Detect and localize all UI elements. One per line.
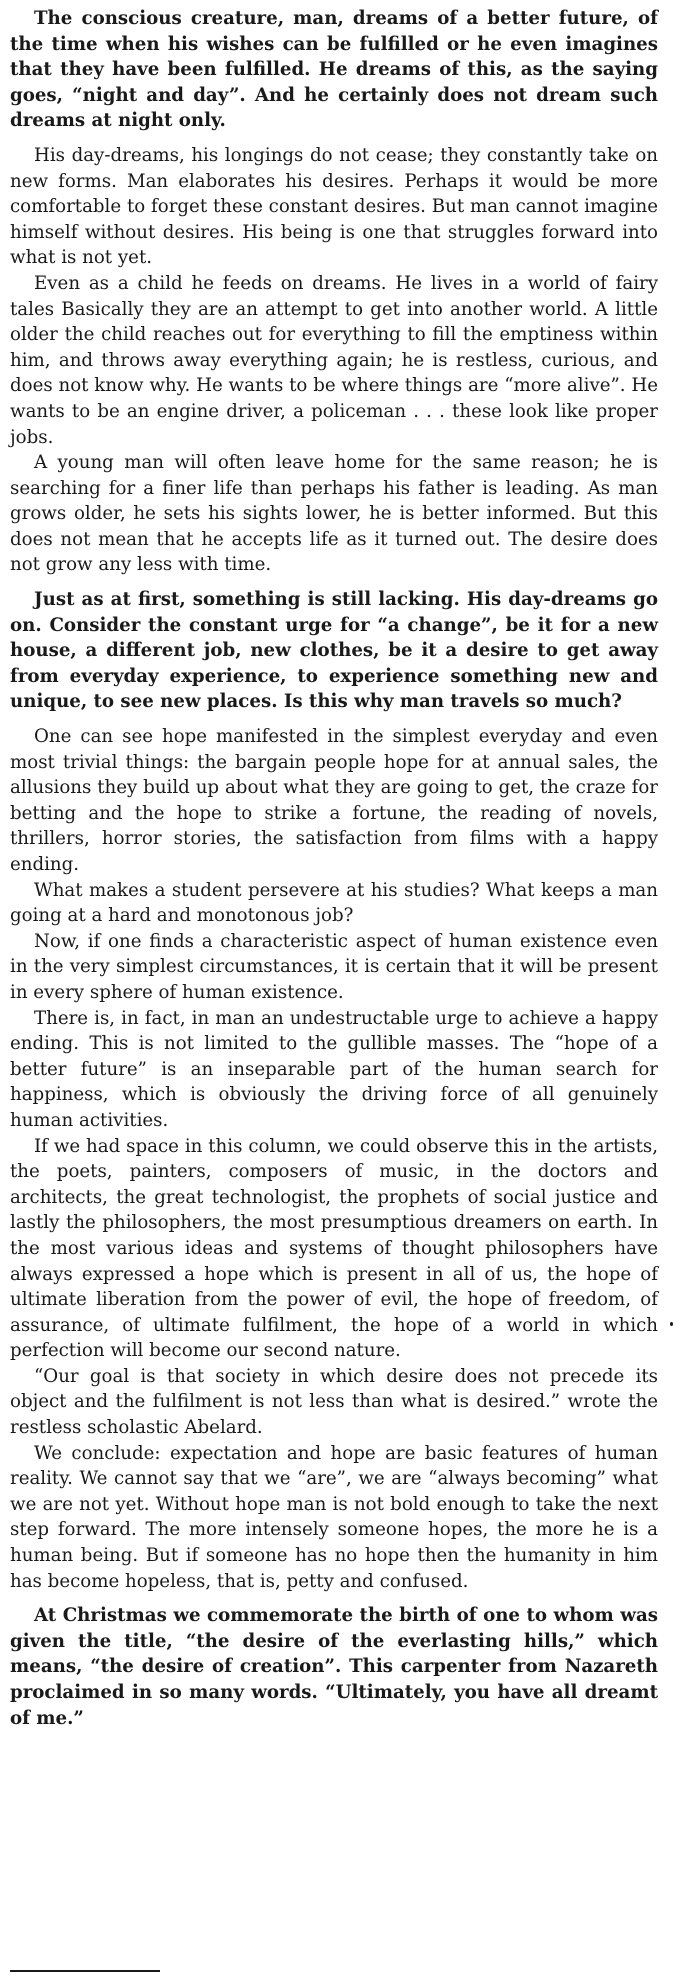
paragraph-young-man: A young man will often leave home for the same reason; he is searching for a finer life than perhaps his father is leading. As man grows older, he sets his sights lower, he is better informed. But this does not mean that he accepts life as it turned out. The desire does not grow any less with time. — [10, 452, 658, 576]
paragraph-intro: The conscious creature, man, dreams of a better future, of the time when his wishes can be fulfilled or he even imagines that they have been fulfilled. He dreams of this, as the saying goes, “night and day”. And he certainly does not dream such dreams at night only. — [10, 8, 658, 132]
paragraph-happy-ending: There is, in fact, in man an undestructable urge to achieve a happy ending. This is not limited to the gullible masses. The “hope of a better future” is an inseparable part of the human search for happiness, which is obviously the driving force of all genuinely human activities. — [10, 1007, 658, 1131]
article-body — [10, 6, 658, 1731]
paragraph-christmas: At Christmas we commemorate the birth of one to whom was given the title, “the desire of the everlasting hills,” which means, “the desire of creation”. This carpenter from Nazareth proclaimed in so many words. “Ultimately, you have all dreamt of me.” — [10, 1605, 658, 1729]
print-speck — [670, 1322, 673, 1326]
end-rule — [10, 1970, 160, 1972]
paragraph-lacking: Just as at first, something is still lacking. His day-dreams go on. Consider the constant urge for “a change”, be it for a new house, a different job, new clothes, be it a desire to get away from everyday experience, to experience something new and unique, to see new places. Is this why man travels so much? — [10, 589, 658, 713]
paragraph-conclusion: We conclude: expectation and hope are basic features of human reality. We cannot say that we “are”, we are “always becoming” what we are not yet. Without hope man is not bold enough to take the next step forward. The more intensely someone hopes, the more he is a human being. But if someone has no hope then the humanity in him has become hopeless, that is, petty and confused. — [10, 1442, 658, 1592]
paragraph-human-existence: Now, if one finds a characteristic aspect of human existence even in the very simplest circumstances, it is certain that it will be present in every sphere of human existence. — [10, 930, 658, 1003]
paragraph-abelard-quote: “Our goal is that society in which desire does not precede its object and the fulfilment is not less than what is desired.” wrote the restless scholastic Abelard. — [10, 1365, 658, 1439]
paragraph-student: What makes a student persevere at his studies? What keeps a man going at a hard and monotonous job? — [10, 879, 658, 927]
paragraph-child: Even as a child he feeds on dreams. He lives in a world of fairy tales Basically they are an attempt to get into another world. A little older the child reaches out for everything to fill the emptiness within him, and throws away everything again; he is restless, curious, and does not know why. He wants to be where things are “more alive”. He wants to be an engine driver, a policeman . . . these look like proper jobs. — [10, 272, 658, 448]
paragraph-hope-everyday: One can see hope manifested in the simplest everyday and even most trivial things: the bargain people hope for at annual sales, the allusions they build up about what they are going to get, the craze for betting and the hope to strike a fortune, the reading of novels, thrillers, horror stories, the satisfaction from films with a happy ending. — [10, 726, 658, 875]
paragraph-philosophers: If we had space in this column, we could observe this in the artists, the poets, painters, composers of music, in the doctors and architects, the great technologist, the prophets of social justice and lastly the philosophers, the most presumptious dreamers on earth. In the most various ideas and systems of thought philosophers have always expressed a hope which is present in all of us, the hope of ultimate liberation from the power of evil, the hope of freedom, of assurance, of ultimate fulfilment, the hope of a world in which perfection will become our second nature. — [10, 1135, 658, 1362]
paragraph-daydreams: His day-dreams, his longings do not cease; they constantly take on new forms. Man elaborates his desires. Perhaps it would be more comfortable to forget these constant desires. But man cannot imagine himself without desires. His being is one that struggles forward into what is not yet. — [10, 144, 658, 269]
